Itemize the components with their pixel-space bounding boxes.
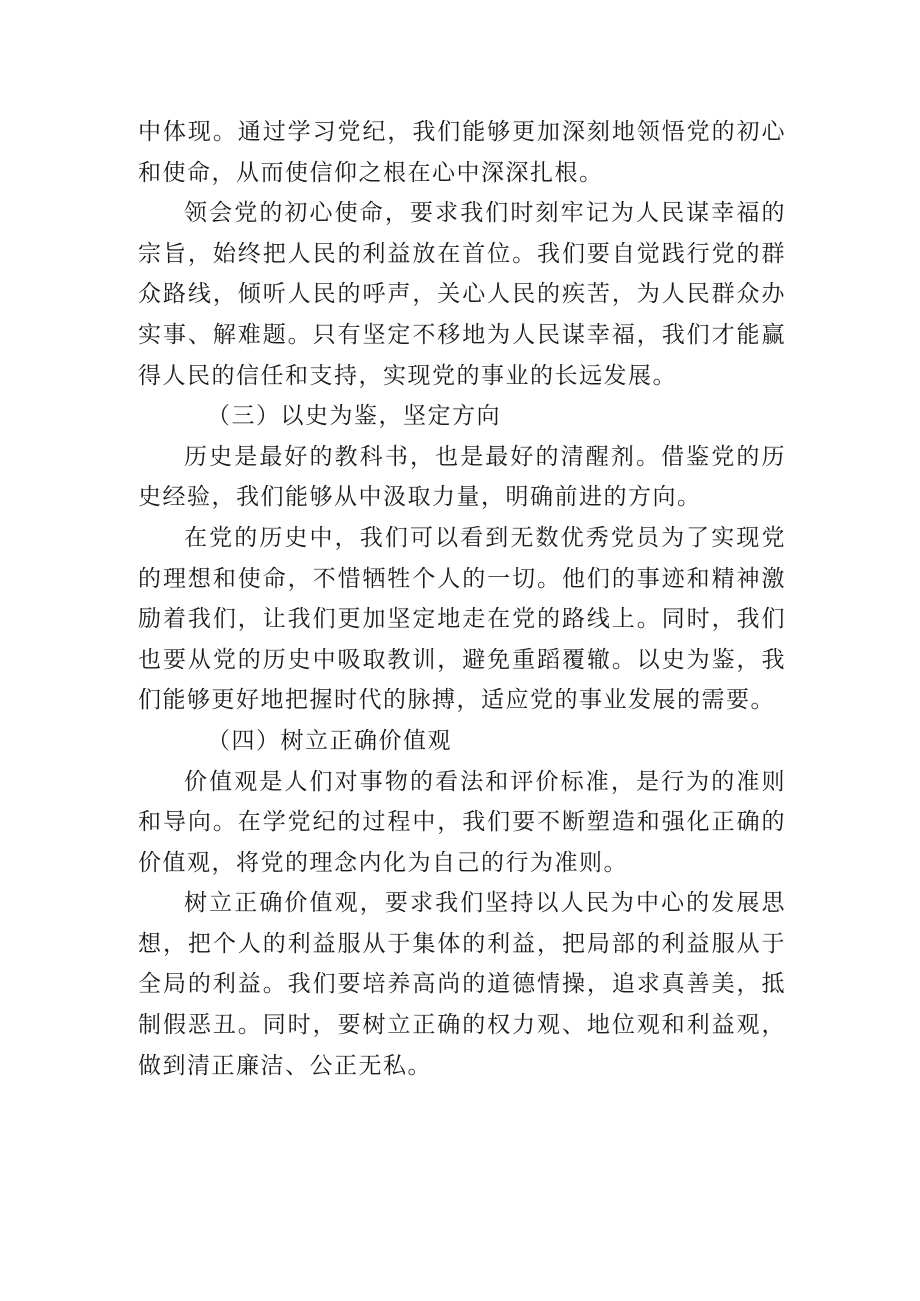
paragraph-continuation: 中体现。通过学习党纪，我们能够更加深刻地领悟党的初心和使命，从而使信仰之根在心中深深扎根。 xyxy=(138,119,786,186)
paragraph: 树立正确价值观，要求我们坚持以人民为中心的发展思想，把个人的利益服从于集体的利益，把局部的利益服从于全局的利益。我们要培养高尚的道德情操，追求真善美，抵制假恶丑。同时，要树立正确的权力观、地位观和利益观，做到清正廉洁、公正无私。 xyxy=(138,890,786,1079)
paragraph: 在党的历史中，我们可以看到无数优秀党员为了实现党的理想和使命，不惜牺牲个人的一切。他们的事迹和精神激励着我们，让我们更加坚定地走在党的路线上。同时，我们也要从党的历史中吸取教训，避免重蹈覆辙。以史为鉴，我们能够更好地把握时代的脉搏，适应党的事业发展的需要。 xyxy=(138,524,786,714)
section-heading: （三）以史为鉴，坚定方向 xyxy=(207,403,501,430)
section-heading: （四）树立正确价值观 xyxy=(207,727,452,754)
paragraph: 历史是最好的教科书，也是最好的清醒剂。借鉴党的历史经验，我们能够从中汲取力量，明确前进的方向。 xyxy=(138,443,786,511)
paragraph: 领会党的初心使命，要求我们时刻牢记为人民谋幸福的宗旨，始终把人民的利益放在首位。我们要自觉践行党的群众路线，倾听人民的呼声，关心人民的疾苦，为人民群众办实事、解难题。只有坚定不移地为人民谋幸福，我们才能赢得人民的信任和支持，实现党的事业的长远发展。 xyxy=(138,200,786,389)
paragraph: 价值观是人们对事物的看法和评价标准，是行为的准则和导向。在学党纪的过程中，我们要不断塑造和强化正确的价值观，将党的理念内化为自己的行为准则。 xyxy=(138,768,786,876)
body-text xyxy=(138,112,786,1086)
